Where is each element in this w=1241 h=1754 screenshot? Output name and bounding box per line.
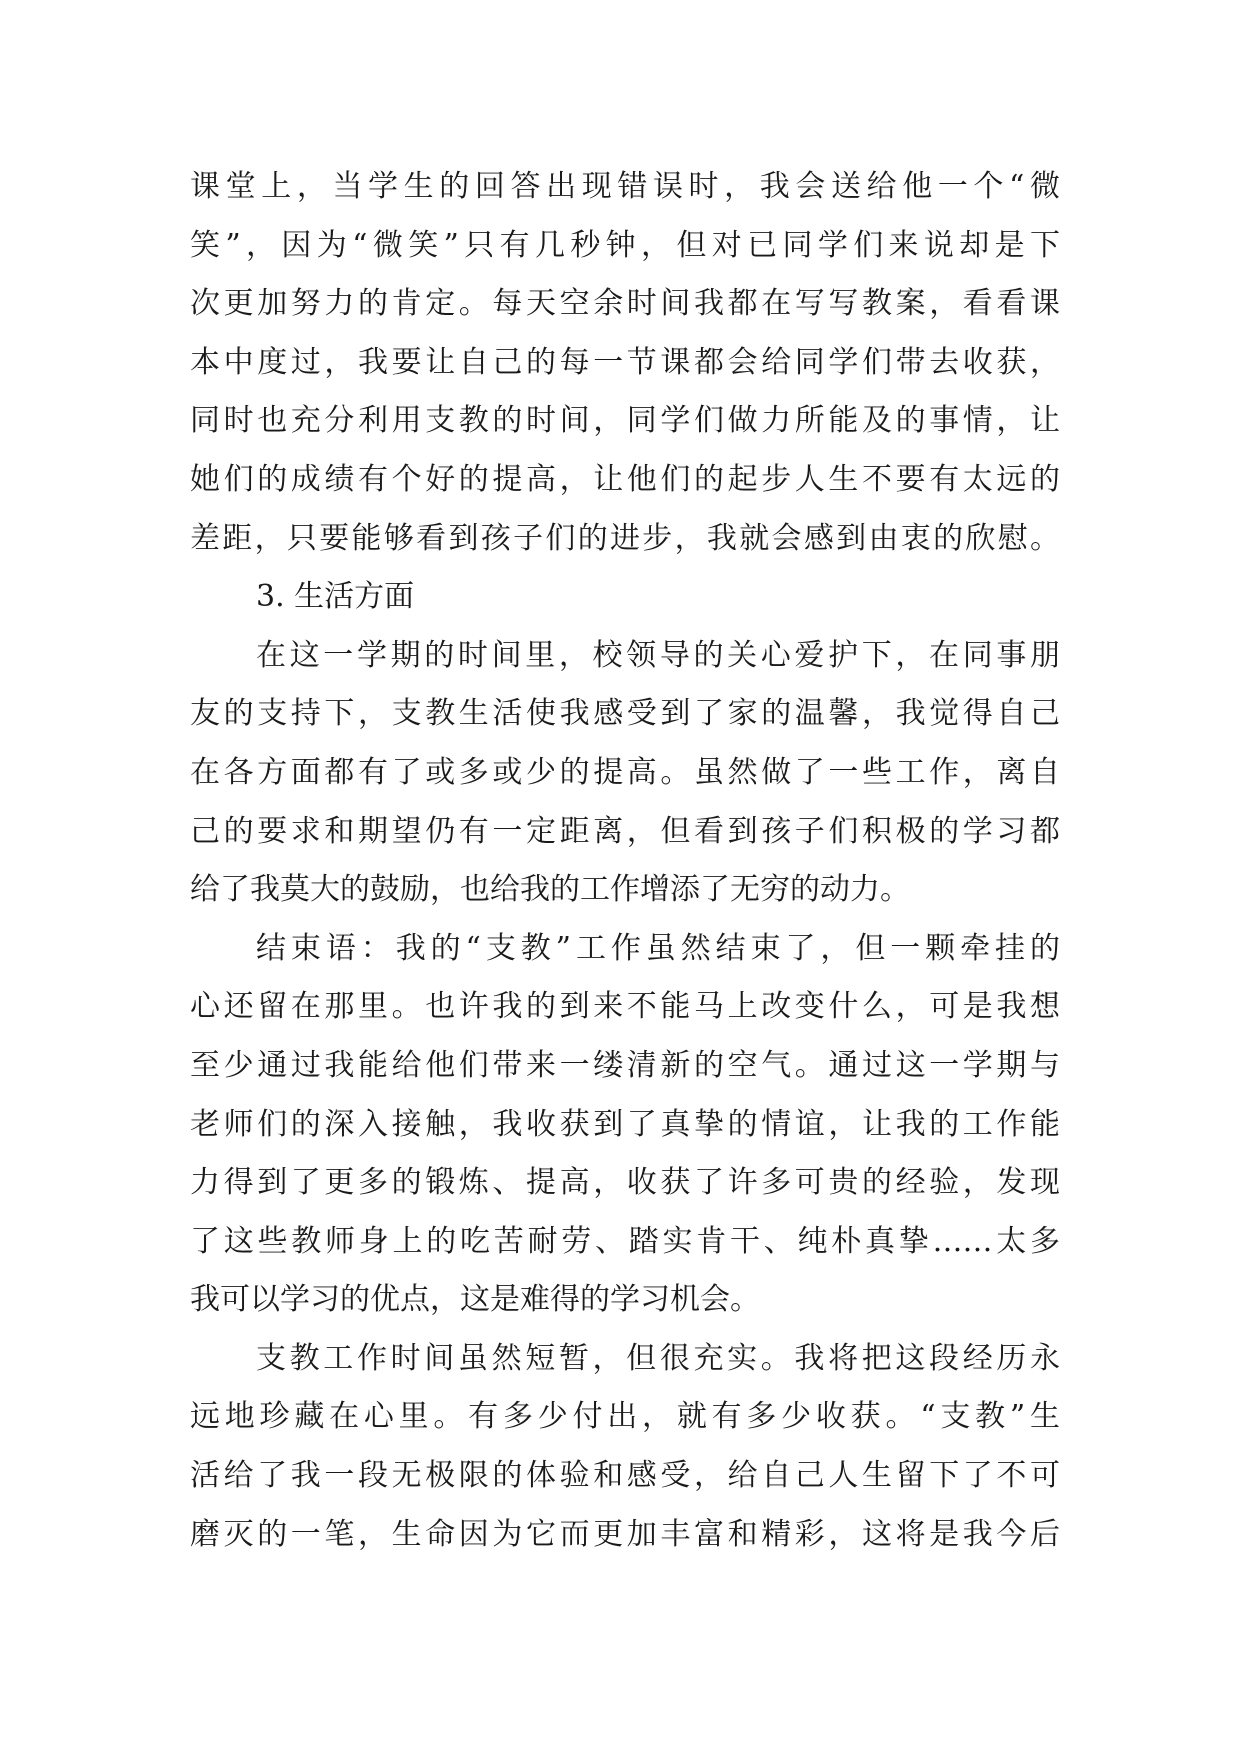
text-line: 在这一学期的时间里，校领导的关心爱护下，在同事朋 <box>256 637 1060 673</box>
text-line: 磨灭的一笔，生命因为它而更加丰富和精彩，这将是我今后 <box>190 1516 1060 1552</box>
text-line: 支教工作时间虽然短暂，但很充实。我将把这段经历永 <box>256 1340 1060 1376</box>
text-line: 她们的成绩有个好的提高，让他们的起步人生不要有太远的 <box>190 461 1060 497</box>
text-line: 给了我莫大的鼓励，也给我的工作增添了无穷的动力。 <box>190 872 910 908</box>
text-line: 课堂上，当学生的回答出现错误时，我会送给他一个“微 <box>190 169 1060 204</box>
text-line: 力得到了更多的锻炼、提高，收获了许多可贵的经验，发现 <box>190 1165 1060 1201</box>
text-line: 老师们的深入接触，我收获到了真挚的情谊，让我的工作能 <box>190 1106 1060 1142</box>
text-line: 至少通过我能给他们带来一缕清新的空气。通过这一学期与 <box>190 1047 1060 1083</box>
text-line: 3. 生活方面 <box>256 579 415 615</box>
text-line: 差距，只要能够看到孩子们的进步，我就会感到由衷的欣慰。 <box>190 520 1060 556</box>
text-line: 了这些教师身上的吃苦耐劳、踏实肯干、纯朴真挚……太多 <box>190 1223 1060 1259</box>
text-line: 活给了我一段无极限的体验和感受，给自己人生留下了不可 <box>190 1458 1060 1494</box>
text-line: 远地珍藏在心里。有多少付出，就有多少收获。“支教”生 <box>190 1399 1060 1435</box>
text-line: 己的要求和期望仍有一定距离，但看到孩子们积极的学习都 <box>190 813 1060 849</box>
text-line: 心还留在那里。也许我的到来不能马上改变什么，可是我想 <box>190 989 1060 1025</box>
text-line: 次更加努力的肯定。每天空余时间我都在写写教案，看看课 <box>190 286 1060 322</box>
text-line: 我可以学习的优点，这是难得的学习机会。 <box>190 1282 760 1318</box>
text-line: 在各方面都有了或多或少的提高。虽然做了一些工作，离自 <box>190 754 1060 790</box>
text-line: 本中度过，我要让自己的每一节课都会给同学们带去收获， <box>190 344 1060 380</box>
text-line: 友的支持下，支教生活使我感受到了家的温馨，我觉得自己 <box>190 696 1060 732</box>
document-body <box>190 158 1060 1564</box>
text-line: 笑”，因为“微笑”只有几秒钟，但对已同学们来说却是下 <box>190 227 1060 263</box>
text-line: 结束语：我的“支教”工作虽然结束了，但一颗牵挂的 <box>256 930 1060 966</box>
text-line: 同时也充分利用支教的时间，同学们做力所能及的事情，让 <box>190 403 1060 439</box>
